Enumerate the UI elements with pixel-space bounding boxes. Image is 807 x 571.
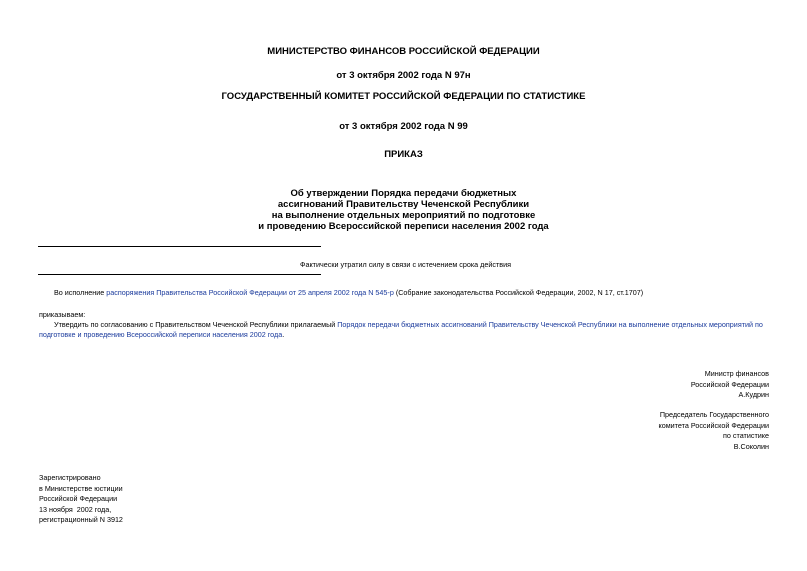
paragraph-1-prefix: Во исполнение <box>54 288 107 297</box>
title-line-2: ассигнований Правительству Чеченской Республики <box>277 199 530 210</box>
title-line-1: Об утверждении Порядка передачи бюджетных <box>290 188 517 199</box>
status-note: Фактически утратил силу в связи с истечением срока действия <box>300 260 511 269</box>
divider-top <box>38 246 321 247</box>
procedure-link-part-2[interactable]: подготовке и проведению Всероссийской переписи населения 2002 года <box>39 330 283 339</box>
government-order-link[interactable]: распоряжения Правительства Российской Федерации от 25 апреля 2002 года N 545-р <box>106 288 394 297</box>
divider-bottom <box>38 274 321 275</box>
ministry-date: от 3 октября 2002 года N 97н <box>336 70 471 81</box>
registration-line-4: 13 ноября 2002 года, <box>39 504 112 514</box>
paragraph-1 <box>54 288 643 298</box>
registration-line-5: регистрационный N 3912 <box>39 515 123 525</box>
registration-block <box>39 473 123 526</box>
committee-heading: ГОСУДАРСТВЕННЫЙ КОМИТЕТ РОССИЙСКОЙ ФЕДЕРАЦИИ ПО СТАТИСТИКЕ <box>221 91 586 102</box>
orders-word: приказываем: <box>39 310 86 319</box>
minister-signature <box>691 369 769 401</box>
minister-title: Министр финансов <box>704 369 769 378</box>
document-type: ПРИКАЗ <box>384 149 423 160</box>
paragraph-2-line-2 <box>39 330 284 340</box>
committee-date: от 3 октября 2002 года N 99 <box>339 121 468 132</box>
minister-name: А.Кудрин <box>738 390 769 400</box>
paragraph-1-suffix: (Собрание законодательства Российской Федерации, 2002, N 17, ст.1707) <box>393 288 644 297</box>
paragraph-2-suffix: . <box>282 330 285 339</box>
registration-line-1: Зарегистрировано <box>39 473 101 482</box>
paragraph-2-prefix: Утвердить по согласованию с Правительством Чеченской Республики прилагаемый <box>54 320 338 329</box>
chair-title-3: по статистике <box>723 431 769 441</box>
chair-name: В.Соколин <box>733 441 769 451</box>
title-line-4: и проведению Всероссийской переписи населения 2002 года <box>258 221 549 232</box>
title-line-3: на выполнение отдельных мероприятий по подготовке <box>271 210 536 221</box>
minister-title-2: Российской Федерации <box>690 379 769 389</box>
ministry-heading: МИНИСТЕРСТВО ФИНАНСОВ РОССИЙСКОЙ ФЕДЕРАЦИИ <box>267 46 540 57</box>
chair-title-2: комитета Российской Федерации <box>658 420 769 430</box>
registration-line-2: в Министерстве юстиции <box>39 483 123 493</box>
registration-line-3: Российской Федерации <box>39 494 118 504</box>
chair-title-1: Председатель Государственного <box>659 410 769 419</box>
chair-signature <box>658 410 769 452</box>
paragraph-2-line-1 <box>54 320 763 330</box>
procedure-link-part-1[interactable]: Порядок передачи бюджетных ассигнований Правительству Чеченской Республики на выполнение отдельных мероприятий по <box>337 320 763 329</box>
